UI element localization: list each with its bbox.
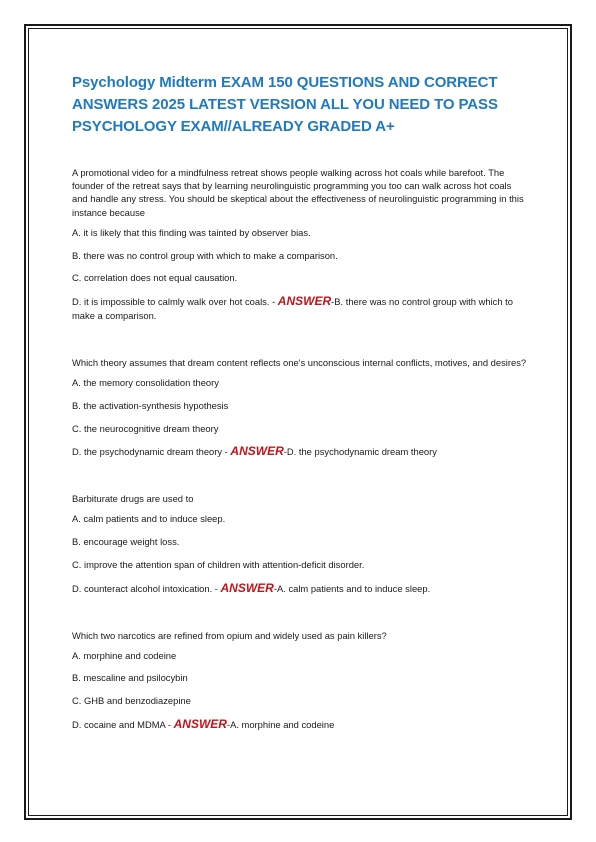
option-a: A. morphine and codeine (72, 649, 177, 661)
option-c: C. the neurocognitive dream theory (72, 422, 219, 434)
option-a: A. calm patients and to induce sleep. (72, 513, 226, 525)
question-block (72, 166, 528, 323)
correct-answer: -D. the psychodynamic dream theory (283, 446, 437, 458)
option-c: C. improve the attention span of children with attention-deficit disorder. (72, 558, 365, 570)
question-block (72, 356, 528, 459)
option-d: D. the psychodynamic dream theory - (72, 446, 231, 458)
correct-answer: -A. calm patients and to induce sleep. (273, 582, 431, 594)
option-d-with-answer (72, 444, 528, 459)
answer-label: ANSWER (173, 716, 227, 731)
document-title: Psychology Midterm EXAM 150 QUESTIONS AND CORRECT ANSWERS 2025 LATEST VERSION ALL YOU NEED TO PASS PSYCHOLOGY EXAM//ALREADY GRADED A+ (72, 74, 498, 135)
question-text: Which two narcotics are refined from opium and widely used as pain killers? (72, 629, 387, 641)
correct-answer: -B. there was no control group with which to make a comparison. (72, 295, 514, 321)
option-b: B. the activation-synthesis hypothesis (72, 399, 229, 411)
document-body (72, 72, 528, 756)
question-text: A promotional video for a mindfulness retreat shows people walking across hot coals while barefoot. The founder of the retreat says that by learning neurolinguistic programming you too can walk across hot coals and handle any stress. You should be skeptical about the effectiveness of neurolinguistic programming in this instance because (72, 167, 524, 218)
answer-label: ANSWER (220, 580, 274, 595)
option-d-with-answer (72, 294, 528, 323)
option-d-with-answer (72, 717, 528, 732)
correct-answer: -A. morphine and codeine (226, 718, 335, 730)
option-c: C. correlation does not equal causation. (72, 272, 238, 284)
option-d-with-answer (72, 581, 528, 596)
answer-label: ANSWER (230, 444, 284, 459)
option-c: C. GHB and benzodiazepine (72, 695, 191, 707)
question-text: Which theory assumes that dream content reflects one's unconscious internal conflicts, motives, and desires? (72, 356, 527, 368)
option-b: B. encourage weight loss. (72, 536, 180, 548)
option-a: A. the memory consolidation theory (72, 377, 219, 389)
answer-label: ANSWER (277, 293, 332, 308)
option-d: D. it is impossible to calmly walk over hot coals. - (72, 295, 278, 307)
question-block (72, 629, 528, 732)
option-d: D. cocaine and MDMA - (72, 718, 174, 730)
option-b: B. mescaline and psilocybin (72, 672, 188, 684)
option-b: B. there was no control group with which to make a comparison. (72, 249, 338, 261)
question-text: Barbiturate drugs are used to (72, 493, 194, 505)
question-block (72, 492, 528, 595)
option-a: A. it is likely that this finding was tainted by observer bias. (72, 226, 311, 238)
option-d: D. counteract alcohol intoxication. - (72, 582, 221, 594)
